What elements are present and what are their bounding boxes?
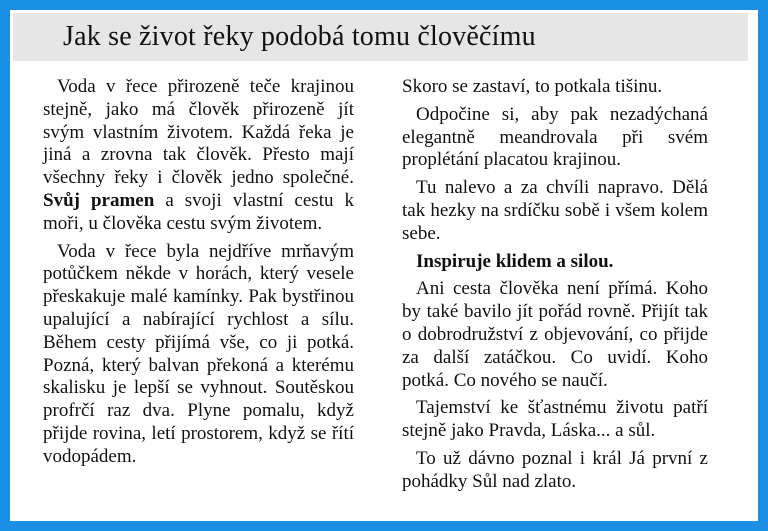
paragraph: To už dávno poznal i král Já první z pohádky Sůl nad zlato. [402, 447, 708, 492]
bold-phrase: Svůj pramen [43, 189, 155, 211]
paragraph: Voda v řece byla nejdříve mrňavým potůčkem někde v horách, který vesele přeskakuje malé kamínky. Pak bystřinou upalující a nabírající rychlost a sílu. Během cesty přijímá vše, co ji potká. Pozná, který balvan překoná a kterému skalisku je lepší se vyhnout. Soutěskou profrčí raz dva. Plyne pomalu, když přijde rovina, letí prostorem, když se řítí vodopádem. [43, 240, 354, 467]
bold-phrase: Inspiruje klidem a silou. [416, 250, 614, 272]
paragraph: Tajemství ke šťastnému životu patří stejně jako Pravda, Láska... a sůl. [402, 397, 708, 442]
paragraph: Ani cesta člověka není přímá. Koho by také bavilo jít pořád rovně. Přijít tak o dobrodružství z objevování, co přijde za další zatáčkou. Co uvidí. Koho potká. Co nového se naučí. [402, 278, 708, 391]
title-bar [13, 13, 748, 61]
article-title: Jak se život řeky podobá tomu člověčímu [63, 21, 536, 52]
right-column [402, 76, 708, 499]
paragraph: Odpočine si, aby pak nezadýchaná elegantně meandrovala při svém proplétání placatou krajinou. [402, 103, 708, 171]
paragraph-text: a svoji vlastní cestu k moři, u člověka cestu svým životem. [43, 189, 354, 234]
paragraph-text: Voda v řece přirozeně teče krajinou stejně, jako má člověk přirozeně jít svým vlastním životem. Každá řeka je jiná a zrovna tak člověk. Přesto mají všechny řeky i člověk jedno společné. [43, 76, 354, 189]
paragraph: Skoro se zastaví, to potkala tišinu. [402, 76, 663, 97]
paragraph: Tu nalevo a za chvíli napravo. Dělá tak hezky na srdíčku sobě i všem kolem sebe. [402, 177, 708, 244]
paragraph [43, 76, 354, 236]
left-column [43, 76, 354, 474]
bold-paragraph [402, 251, 708, 274]
